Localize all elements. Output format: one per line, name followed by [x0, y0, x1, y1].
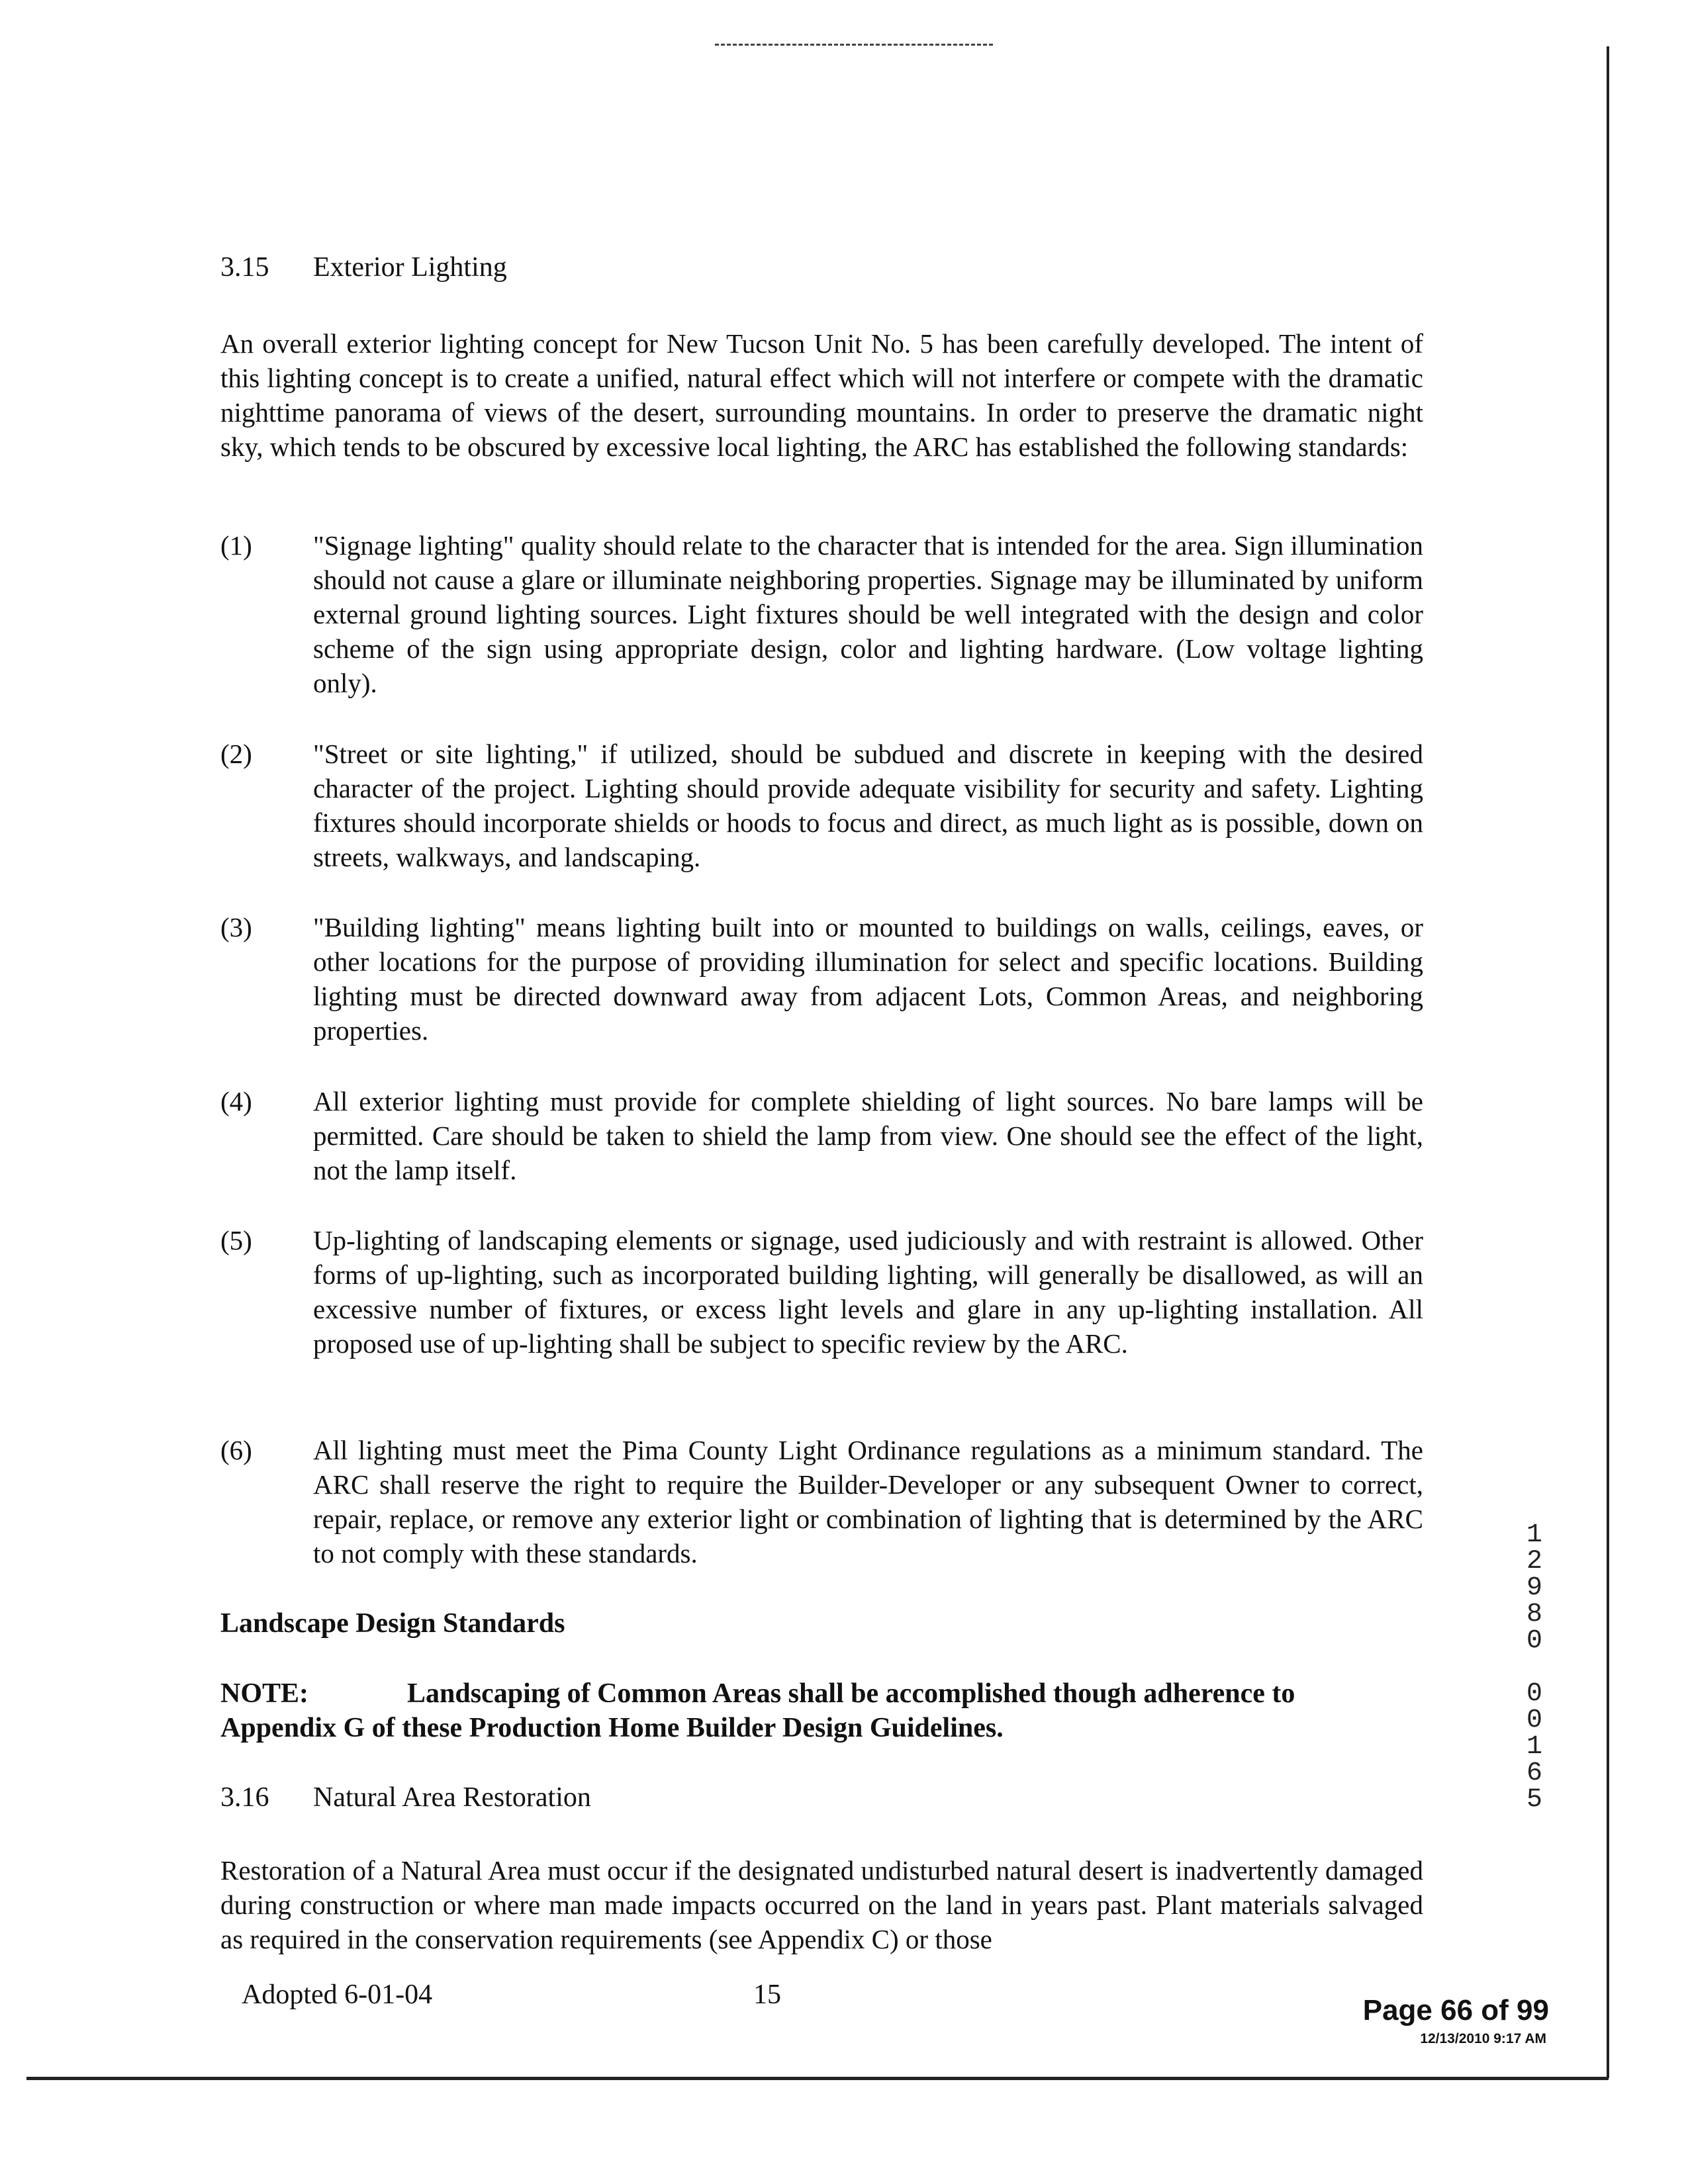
section-315-title: Exterior Lighting: [313, 252, 507, 283]
lighting-item-4: [220, 1084, 1423, 1187]
margin-document-number: [1515, 1522, 1554, 1813]
doc-digit: 1: [1526, 1520, 1542, 1550]
doc-digit: 5: [1526, 1785, 1542, 1815]
doc-digit: 0: [1526, 1706, 1542, 1735]
doc-digit-gap: [1515, 1655, 1554, 1681]
item-label: (1): [220, 530, 252, 561]
natural-area-restoration-text: Restoration of a Natural Area must occur if the designated undisturbed natural desert is inadvertently damaged during construction or where man made impacts occurred on the land in years past. Plant materials salvaged as required in the conservation requirements (see Appendix C) or those: [220, 1855, 1423, 1954]
right-border-line: [1607, 46, 1609, 2078]
item-text: Up-lighting of landscaping elements or signage, used judiciously and with restraint is allowed. Other forms of up-lighting, such as incorporated building lighting, will generally be disallowed, as will an excessive number of fixtures, or excess light levels and glare in any up-lighting installation. All proposed use of up-lighting shall be subject to specific review by the ARC.: [313, 1225, 1423, 1359]
doc-digit: 0: [1526, 1679, 1542, 1709]
lighting-item-3: [220, 910, 1423, 1048]
landscape-note-line1: [220, 1676, 1423, 1711]
lighting-item-1: [220, 528, 1423, 700]
item-label: (4): [220, 1086, 252, 1116]
item-text: "Street or site lighting," if utilized, should be subdued and discrete in keeping with the desired character of the project. Lighting should provide adequate visibility for security and safety. Lighting fixtures should incorporate shields or hoods to focus and direct, as much light as is possible, down on streets, walkways, and landscaping.: [313, 739, 1423, 872]
note-text-line1: Landscaping of Common Areas shall be accomplished though adherence to: [407, 1678, 1295, 1709]
lighting-item-6: [220, 1433, 1423, 1570]
doc-digit: 2: [1526, 1547, 1542, 1576]
lighting-item-2: [220, 737, 1423, 874]
adopted-date: Adopted 6-01-04: [242, 1979, 433, 2010]
doc-digit: 8: [1526, 1600, 1542, 1629]
item-text: "Building lighting" means lighting built into or mounted to buildings on walls, ceilings, eaves, or other locations for the purpose of providing illumination for select and specific locations. Building lighting must be directed downward away from adjacent Lots, Common Areas, and neighboring properties.: [313, 912, 1423, 1046]
print-timestamp: 12/13/2010 9:17 AM: [1420, 2031, 1546, 2046]
doc-digit: 9: [1526, 1573, 1542, 1603]
section-315-number: 3.15: [220, 252, 269, 283]
top-scan-line: [715, 44, 993, 46]
note-label: NOTE:: [220, 1678, 309, 1709]
page-of-total: Page 66 of 99: [1362, 1994, 1549, 2026]
doc-digit: 6: [1526, 1758, 1542, 1788]
item-label: (5): [220, 1225, 252, 1255]
landscape-note-line2: [220, 1711, 1423, 1745]
item-label: (6): [220, 1435, 252, 1465]
note-text-line2: Appendix G of these Production Home Builder Design Guidelines.: [220, 1713, 1004, 1743]
doc-digit: 0: [1526, 1626, 1542, 1656]
landscape-heading: Landscape Design Standards: [220, 1608, 565, 1639]
item-label: (3): [220, 912, 252, 942]
page-number: 15: [753, 1979, 781, 2010]
section-316-heading: [220, 1780, 591, 1815]
item-text: "Signage lighting" quality should relate to the character that is intended for the area. Sign illumination should not cause a glare or illuminate neighboring properties. Signage may be illuminated by uniform external ground lighting sources. Light fixtures should be well integrated with the design and color scheme of the sign using appropriate design, color and lighting hardware. (Low voltage lighting only).: [313, 530, 1423, 698]
doc-digit: 1: [1526, 1732, 1542, 1762]
section-316-title: Natural Area Restoration: [313, 1782, 591, 1813]
exterior-lighting-intro: An overall exterior lighting concept for New Tucson Unit No. 5 has been carefully developed. The intent of this lighting concept is to create a unified, natural effect which will not interfere or compete with the dramatic nighttime panorama of views of the desert, surrounding mountains. In order to preserve the dramatic night sky, which tends to be obscured by excessive local lighting, the ARC has established the following standards:: [220, 328, 1423, 462]
section-315-heading: [220, 250, 507, 285]
section-316-number: 3.16: [220, 1782, 269, 1813]
item-text: All exterior lighting must provide for complete shielding of light sources. No bare lamps will be permitted. Care should be taken to shield the lamp from view. One should see the effect of the light, not the lamp itself.: [313, 1086, 1423, 1185]
bottom-border-line: [26, 2077, 1609, 2080]
lighting-item-5: [220, 1223, 1423, 1361]
item-text: All lighting must meet the Pima County Light Ordinance regulations as a minimum standard. The ARC shall reserve the right to require the Builder-Developer or any subsequent Owner to correct, repair, replace, or remove any exterior light or combination of lighting that is determined by the ARC to not comply with these standards.: [313, 1435, 1423, 1569]
item-label: (2): [220, 739, 252, 769]
